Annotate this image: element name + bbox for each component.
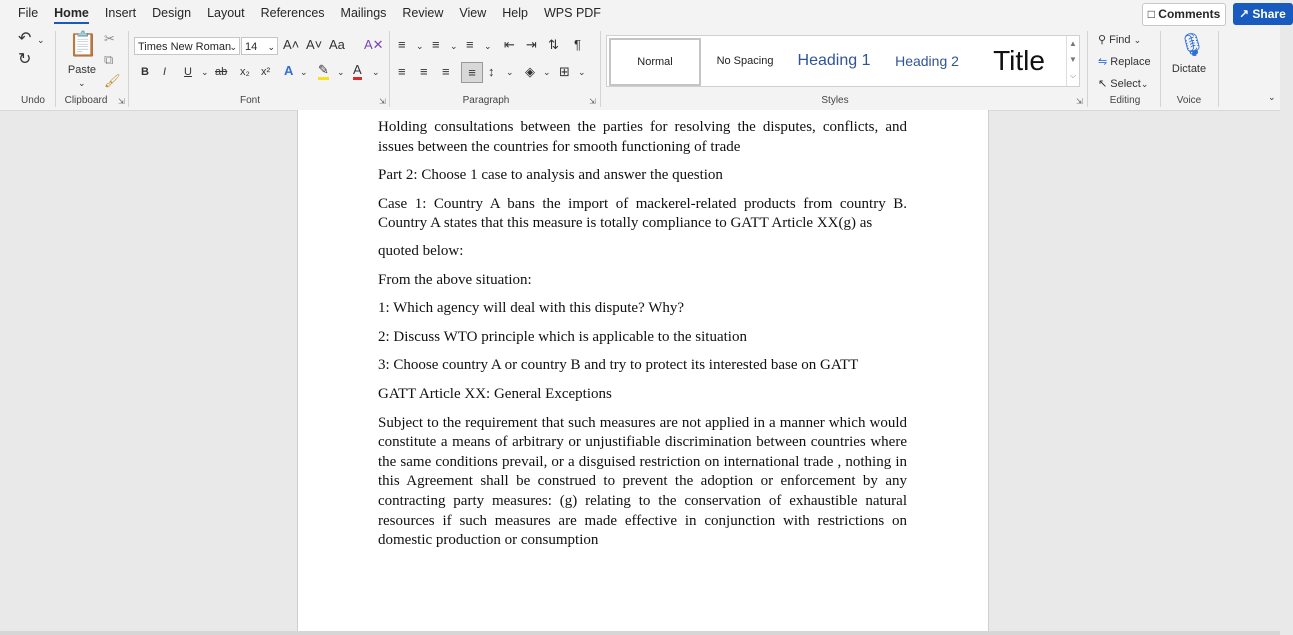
style-heading-1[interactable]: Heading 1 <box>797 52 871 69</box>
paragraph[interactable]: From the above situation: <box>378 271 532 288</box>
style-normal[interactable]: Normal <box>609 38 701 86</box>
dialog-launcher-icon[interactable]: ⇲ <box>1076 97 1083 106</box>
share-icon: ↗ <box>1239 7 1250 21</box>
replace-button[interactable]: ⇋ Replace <box>1098 56 1151 68</box>
paragraph[interactable]: Subject to the requirement that such measures are not applied in a manner which would constitute a means of arbitrary or unjustifiable discrimination between countries where the same conditions prevail, or a disguised restriction on international trade , nothing in this Agreement shall be construed to prevent the adoption or enforcement by any contracting party measures: (g) relating to the conservation of exhaustible natural resources if such measures are made effective in conjunction with restrictions on domestic production or consumption <box>378 414 907 549</box>
tab-file[interactable]: File <box>18 6 39 20</box>
change-case-icon[interactable]: Aa <box>329 37 345 52</box>
divider <box>1087 31 1088 107</box>
bullets-icon[interactable]: ≡ <box>398 37 406 52</box>
chevron-down-icon: ⌄ <box>1133 35 1142 45</box>
strikethrough-button[interactable]: ab <box>215 66 228 78</box>
paragraph[interactable]: 2: Discuss WTO principle which is applicable to the situation <box>378 328 747 345</box>
chevron-down-icon[interactable]: ⌄ <box>37 35 45 45</box>
cursor-icon: ↖ <box>1098 78 1108 90</box>
select-button[interactable]: ↖ Select⌄ <box>1098 78 1149 90</box>
dialog-launcher-icon[interactable]: ⇲ <box>379 97 386 106</box>
group-label-clipboard: Clipboard <box>64 95 108 106</box>
highlight-icon[interactable]: ✎ <box>318 63 329 80</box>
chevron-down-icon: ⌄ <box>267 42 275 52</box>
superscript-button[interactable]: x² <box>261 66 271 78</box>
tab-wps-pdf[interactable]: WPS PDF <box>544 6 601 20</box>
dialog-launcher-icon[interactable]: ⇲ <box>118 97 125 106</box>
chevron-down-icon[interactable]: ⌄ <box>201 67 209 77</box>
collapse-ribbon-icon[interactable]: ⌄ <box>1268 92 1276 102</box>
undo-icon[interactable]: ↶ <box>18 30 32 47</box>
show-marks-icon[interactable]: ¶ <box>574 37 581 52</box>
comment-icon: □ <box>1147 7 1155 21</box>
tab-view[interactable]: View <box>459 6 487 20</box>
chevron-down-icon[interactable]: ⌄ <box>578 67 586 77</box>
chevron-down-icon[interactable]: ⌄ <box>506 67 514 77</box>
underline-button[interactable]: U <box>184 66 192 78</box>
line-spacing-icon[interactable]: ↕ <box>488 64 495 79</box>
chevron-down-icon[interactable]: ⌄ <box>484 41 492 51</box>
paragraph[interactable]: Case 1: Country A bans the import of mackerel-related products from country B. Country A states that this measure is totally compliance to GATT Article XX(g) as <box>378 195 907 232</box>
grow-font-icon[interactable]: A˄ <box>283 37 300 52</box>
divider <box>389 31 390 107</box>
chevron-down-icon[interactable]: ⌄ <box>543 67 551 77</box>
tab-review[interactable]: Review <box>402 6 444 20</box>
paragraph[interactable]: quoted below: <box>378 242 464 259</box>
paragraph[interactable]: Part 2: Choose 1 case to analysis and answer the question <box>378 167 723 184</box>
font-name-select[interactable]: Times New Roman ⌄ <box>134 37 240 55</box>
divider <box>1218 31 1219 107</box>
paragraph[interactable]: 1: Which agency will deal with this dispute? Why? <box>378 300 685 317</box>
paragraph[interactable]: Holding consultations between the parties for resolving the disputes, conflicts, and issues between the countries for smooth functioning of trade <box>378 119 907 155</box>
search-icon: ⚲ <box>1098 34 1107 46</box>
paragraph[interactable]: GATT Article XX: General Exceptions <box>378 385 612 402</box>
numbering-icon[interactable]: ≡ <box>432 37 440 52</box>
ribbon <box>0 27 1280 111</box>
menu-bar <box>0 0 1280 27</box>
chevron-down-icon[interactable]: ⌄ <box>337 67 345 77</box>
dialog-launcher-icon[interactable]: ⇲ <box>589 97 596 106</box>
group-label-paragraph: Paragraph <box>462 95 510 106</box>
group-label-voice: Voice <box>1176 95 1202 106</box>
font-size-select[interactable]: 14 ⌄ <box>241 37 278 55</box>
find-button[interactable]: ⚲ Find ⌄ <box>1098 34 1142 46</box>
copy-icon[interactable]: ⧉ <box>104 52 114 67</box>
chevron-down-icon[interactable]: ⌄ <box>450 41 458 51</box>
chevron-down-icon[interactable]: ⌄ <box>416 41 424 51</box>
group-label-undo: Undo <box>21 95 45 106</box>
group-label-editing: Editing <box>1109 95 1141 106</box>
font-color-icon[interactable]: A <box>353 63 362 80</box>
style-no-spacing[interactable]: No Spacing <box>716 55 774 67</box>
styles-scroll[interactable]: ▲ ▼ ⌵ <box>1066 36 1079 86</box>
subscript-button[interactable]: x₂ <box>240 66 250 78</box>
align-right-icon[interactable]: ≡ <box>442 64 450 79</box>
tab-design[interactable]: Design <box>152 6 192 20</box>
chevron-down-icon[interactable]: ⌄ <box>300 67 308 77</box>
chevron-down-icon: ⌄ <box>1140 79 1149 89</box>
styles-gallery <box>606 35 1080 87</box>
multilevel-list-icon[interactable]: ≡ <box>466 37 474 52</box>
format-painter-icon[interactable]: 🖌 <box>104 73 121 88</box>
group-label-styles: Styles <box>821 95 849 106</box>
tab-mailings[interactable]: Mailings <box>340 6 387 20</box>
increase-indent-icon[interactable]: ⇥ <box>526 37 537 52</box>
document-page[interactable] <box>297 110 989 635</box>
divider <box>128 31 129 107</box>
style-title[interactable]: Title <box>993 45 1045 76</box>
align-left-icon[interactable]: ≡ <box>398 64 406 79</box>
borders-icon[interactable]: ⊞ <box>559 64 570 79</box>
shading-icon[interactable]: ◈ <box>525 64 535 79</box>
tab-insert[interactable]: Insert <box>104 6 137 20</box>
align-center-icon[interactable]: ≡ <box>420 64 428 79</box>
redo-icon[interactable]: ↻ <box>18 51 32 68</box>
microphone-icon[interactable]: 🎙 <box>1178 32 1206 57</box>
divider <box>1160 31 1161 107</box>
divider <box>55 31 56 107</box>
divider <box>600 31 601 107</box>
justify-icon[interactable]: ≡ <box>461 62 483 83</box>
share-button[interactable]: ↗ Share <box>1233 3 1293 25</box>
tab-home[interactable]: Home <box>46 0 97 27</box>
italic-button[interactable]: I <box>163 66 167 78</box>
dictate-button[interactable]: Dictate <box>1171 63 1207 75</box>
tab-references[interactable]: References <box>260 6 325 20</box>
tab-layout[interactable]: Layout <box>207 6 245 20</box>
decrease-indent-icon[interactable]: ⇤ <box>504 37 515 52</box>
chevron-down-icon[interactable]: ⌄ <box>78 78 86 88</box>
status-strip <box>0 631 1280 635</box>
chevron-down-icon[interactable]: ⌄ <box>372 67 380 77</box>
style-heading-2[interactable]: Heading 2 <box>895 53 959 69</box>
chevron-down-icon: ⌄ <box>229 42 237 52</box>
tab-help[interactable]: Help <box>502 6 528 20</box>
group-label-font: Font <box>239 95 260 106</box>
comments-button[interactable]: □ Comments <box>1142 3 1226 26</box>
paste-button[interactable]: Paste <box>67 64 97 76</box>
clear-formatting-icon[interactable]: A✕ <box>364 37 384 52</box>
bold-button[interactable]: B <box>141 66 149 78</box>
shrink-font-icon[interactable]: A˅ <box>306 37 323 52</box>
sort-icon[interactable]: ⇅ <box>548 37 559 52</box>
paragraph[interactable]: 3: Choose country A or country B and try to protect its interested base on GATT <box>378 357 859 374</box>
text-effects-icon[interactable]: A <box>284 63 294 78</box>
replace-icon: ⇋ <box>1098 56 1108 68</box>
cut-icon[interactable]: ✂ <box>104 31 115 46</box>
paste-icon[interactable]: 📋 <box>68 31 98 58</box>
document-body[interactable] <box>378 118 907 551</box>
